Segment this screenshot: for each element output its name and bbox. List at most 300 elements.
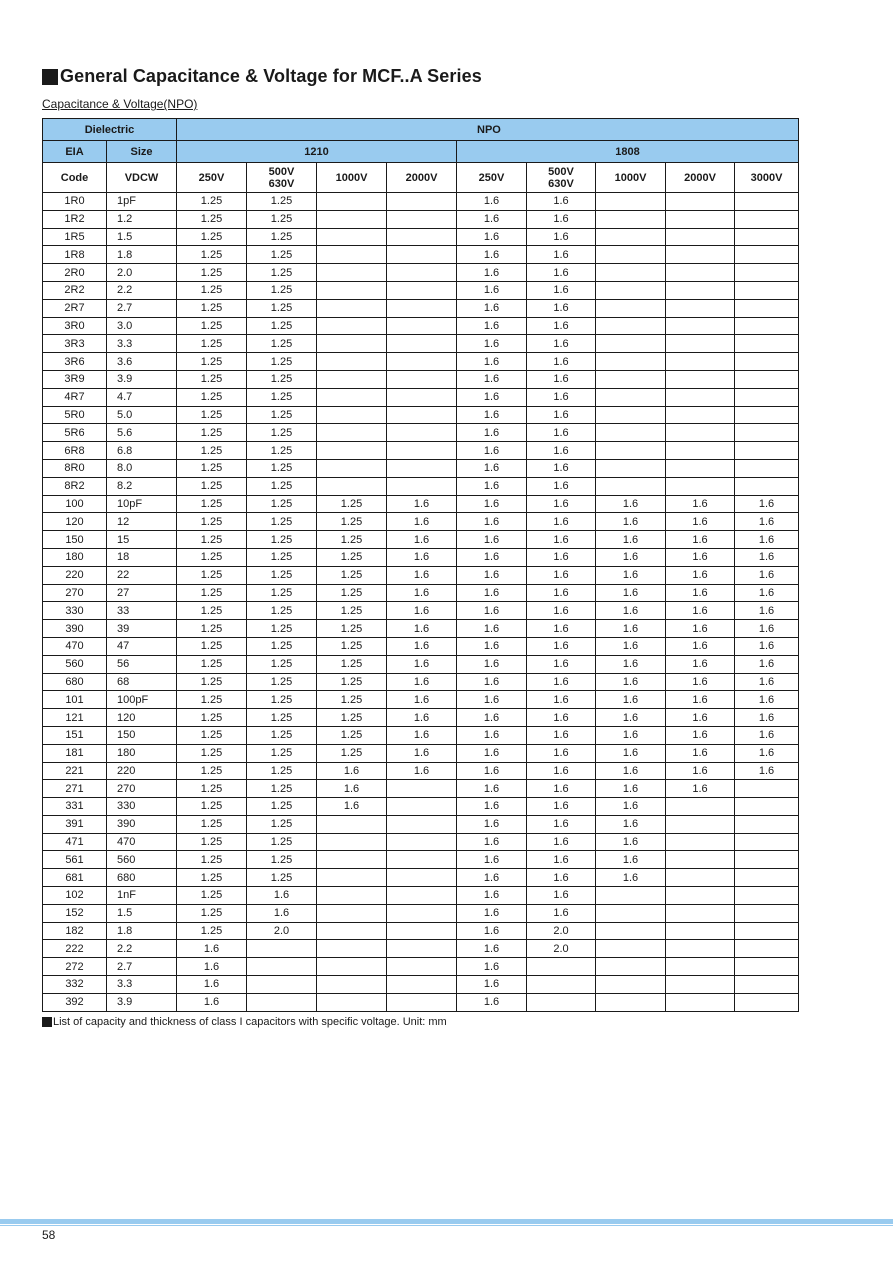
eia-code-cell: 5R0 <box>43 406 107 424</box>
thickness-cell: 1.25 <box>247 513 317 531</box>
thickness-cell <box>666 976 735 994</box>
eia-code-cell: 2R2 <box>43 281 107 299</box>
table-body <box>43 193 799 1012</box>
thickness-cell <box>387 922 457 940</box>
thickness-cell <box>735 976 799 994</box>
thickness-cell: 1.6 <box>735 744 799 762</box>
eia-code-cell: 182 <box>43 922 107 940</box>
thickness-cell <box>317 940 387 958</box>
thickness-cell: 1.25 <box>317 744 387 762</box>
thickness-cell: 1.6 <box>666 673 735 691</box>
thickness-cell: 1.25 <box>247 655 317 673</box>
thickness-cell: 1.6 <box>457 388 527 406</box>
thickness-cell <box>735 317 799 335</box>
eia-code-cell: 6R8 <box>43 442 107 460</box>
thickness-cell: 1.6 <box>457 424 527 442</box>
table-row <box>43 958 799 976</box>
thickness-cell <box>596 976 666 994</box>
thickness-cell: 1.25 <box>177 335 247 353</box>
capacitance-cell: 220 <box>107 762 177 780</box>
thickness-cell: 1.6 <box>666 744 735 762</box>
thickness-cell: 1.25 <box>177 264 247 282</box>
thickness-cell <box>387 264 457 282</box>
thickness-cell: 1.25 <box>317 548 387 566</box>
thickness-cell: 1.6 <box>457 442 527 460</box>
table-row <box>43 335 799 353</box>
table-row <box>43 264 799 282</box>
thickness-cell <box>317 815 387 833</box>
thickness-cell: 1.6 <box>596 851 666 869</box>
thickness-cell: 1.25 <box>247 815 317 833</box>
thickness-cell <box>596 958 666 976</box>
thickness-cell: 1.6 <box>735 637 799 655</box>
thickness-cell <box>735 833 799 851</box>
thickness-cell: 1.6 <box>457 406 527 424</box>
capacitance-cell: 560 <box>107 851 177 869</box>
thickness-cell: 1.25 <box>317 566 387 584</box>
thickness-cell: 1.25 <box>177 388 247 406</box>
thickness-cell <box>735 228 799 246</box>
thickness-cell <box>317 388 387 406</box>
thickness-cell: 1.6 <box>527 531 596 549</box>
thickness-cell: 1.6 <box>666 637 735 655</box>
thickness-cell: 1.6 <box>387 709 457 727</box>
thickness-cell <box>387 335 457 353</box>
thickness-cell: 1.25 <box>177 655 247 673</box>
capacitance-cell: 4.7 <box>107 388 177 406</box>
eia-code-cell: 150 <box>43 531 107 549</box>
thickness-cell: 1.6 <box>527 495 596 513</box>
thickness-cell: 1.6 <box>457 228 527 246</box>
thickness-cell: 1.6 <box>527 353 596 371</box>
thickness-cell <box>317 477 387 495</box>
thickness-cell: 1.6 <box>527 762 596 780</box>
thickness-cell: 1.6 <box>317 798 387 816</box>
table-row <box>43 709 799 727</box>
thickness-cell: 1.6 <box>527 602 596 620</box>
table-row <box>43 459 799 477</box>
thickness-cell: 1.25 <box>317 531 387 549</box>
thickness-cell: 1.25 <box>247 353 317 371</box>
thickness-cell: 1.6 <box>666 548 735 566</box>
thickness-cell: 1.6 <box>596 691 666 709</box>
thickness-cell: 1.25 <box>247 495 317 513</box>
thickness-cell: 1.6 <box>177 940 247 958</box>
eia-code-cell: 3R6 <box>43 353 107 371</box>
thickness-cell <box>387 477 457 495</box>
thickness-cell: 1.6 <box>527 833 596 851</box>
thickness-cell: 1.6 <box>596 584 666 602</box>
thickness-cell <box>735 940 799 958</box>
thickness-cell: 1.25 <box>247 869 317 887</box>
thickness-cell: 1.6 <box>387 637 457 655</box>
thickness-cell: 1.6 <box>457 335 527 353</box>
table-row <box>43 477 799 495</box>
thickness-cell <box>666 940 735 958</box>
capacitance-cell: 1nF <box>107 887 177 905</box>
thickness-cell <box>387 976 457 994</box>
thickness-cell: 1.6 <box>457 744 527 762</box>
table-row <box>43 691 799 709</box>
thickness-cell: 1.25 <box>177 798 247 816</box>
thickness-cell: 1.25 <box>247 210 317 228</box>
table-row <box>43 620 799 638</box>
thickness-cell <box>527 976 596 994</box>
thickness-cell: 1.25 <box>317 584 387 602</box>
eia-code-cell: 470 <box>43 637 107 655</box>
thickness-cell: 1.6 <box>527 406 596 424</box>
thickness-cell: 1.25 <box>177 566 247 584</box>
thickness-cell: 1.25 <box>247 317 317 335</box>
thickness-cell: 1.25 <box>317 637 387 655</box>
thickness-cell: 1.25 <box>247 370 317 388</box>
thickness-cell: 1.6 <box>527 869 596 887</box>
thickness-cell: 1.6 <box>596 869 666 887</box>
capacitance-cell: 120 <box>107 709 177 727</box>
voltage-header-1210-1000v: 1000V <box>317 163 387 193</box>
thickness-cell: 1.25 <box>317 602 387 620</box>
table-row <box>43 637 799 655</box>
thickness-cell: 1.6 <box>457 993 527 1011</box>
thickness-cell: 1.25 <box>247 477 317 495</box>
capacitance-cell: 3.0 <box>107 317 177 335</box>
capacitance-cell: 8.2 <box>107 477 177 495</box>
thickness-cell: 1.6 <box>527 584 596 602</box>
thickness-cell: 1.25 <box>247 602 317 620</box>
thickness-cell: 1.6 <box>457 602 527 620</box>
table-row <box>43 353 799 371</box>
thickness-cell: 1.6 <box>666 566 735 584</box>
table-row <box>43 940 799 958</box>
thickness-cell <box>596 281 666 299</box>
eia-code-cell: 8R0 <box>43 459 107 477</box>
thickness-cell: 1.6 <box>666 584 735 602</box>
thickness-cell: 1.6 <box>735 691 799 709</box>
thickness-cell: 1.25 <box>177 299 247 317</box>
thickness-cell: 1.6 <box>527 726 596 744</box>
thickness-cell <box>387 851 457 869</box>
voltage-header-1808-250v: 250V <box>457 163 527 193</box>
thickness-cell <box>666 193 735 211</box>
voltage-header-1808-1000v: 1000V <box>596 163 666 193</box>
thickness-cell: 1.6 <box>596 620 666 638</box>
thickness-cell: 1.6 <box>527 709 596 727</box>
table-row <box>43 869 799 887</box>
thickness-cell: 1.6 <box>387 762 457 780</box>
thickness-cell: 1.25 <box>247 780 317 798</box>
thickness-cell <box>387 887 457 905</box>
thickness-cell <box>317 193 387 211</box>
thickness-cell: 1.25 <box>247 762 317 780</box>
thickness-cell: 1.25 <box>177 833 247 851</box>
thickness-cell <box>387 780 457 798</box>
table-row <box>43 726 799 744</box>
thickness-cell: 1.25 <box>247 264 317 282</box>
capacitance-cell: 100pF <box>107 691 177 709</box>
thickness-cell <box>735 798 799 816</box>
thickness-cell: 1.6 <box>387 495 457 513</box>
thickness-cell: 1.25 <box>247 299 317 317</box>
thickness-cell <box>317 869 387 887</box>
thickness-cell: 1.6 <box>735 726 799 744</box>
thickness-cell: 1.6 <box>457 691 527 709</box>
thickness-cell: 1.25 <box>177 709 247 727</box>
footer-divider <box>0 1225 893 1226</box>
thickness-cell: 1.6 <box>457 780 527 798</box>
thickness-cell: 1.6 <box>457 566 527 584</box>
thickness-cell: 1.25 <box>247 566 317 584</box>
thickness-cell <box>735 299 799 317</box>
thickness-cell: 1.25 <box>177 602 247 620</box>
thickness-cell <box>387 993 457 1011</box>
capacitance-cell: 18 <box>107 548 177 566</box>
capacitance-cell: 2.0 <box>107 264 177 282</box>
thickness-cell <box>666 922 735 940</box>
size-1210: 1210 <box>177 141 457 163</box>
thickness-cell: 1.25 <box>247 335 317 353</box>
thickness-cell <box>387 281 457 299</box>
eia-code-cell: 100 <box>43 495 107 513</box>
thickness-cell: 1.6 <box>457 637 527 655</box>
eia-code-cell: 271 <box>43 780 107 798</box>
thickness-cell <box>596 353 666 371</box>
page-number: 58 <box>42 1228 56 1242</box>
thickness-cell <box>666 815 735 833</box>
eia-code-cell: 560 <box>43 655 107 673</box>
thickness-cell <box>735 442 799 460</box>
square-bullet-icon <box>42 1017 52 1027</box>
thickness-cell: 1.25 <box>177 246 247 264</box>
table-row <box>43 922 799 940</box>
thickness-cell: 1.6 <box>527 210 596 228</box>
thickness-cell: 1.6 <box>527 246 596 264</box>
thickness-cell: 1.6 <box>457 299 527 317</box>
thickness-cell: 1.6 <box>527 459 596 477</box>
thickness-cell: 1.25 <box>247 424 317 442</box>
thickness-cell <box>387 833 457 851</box>
thickness-cell <box>317 228 387 246</box>
thickness-cell <box>735 335 799 353</box>
thickness-cell: 1.6 <box>457 887 527 905</box>
thickness-cell: 1.6 <box>457 922 527 940</box>
thickness-cell <box>735 904 799 922</box>
thickness-cell: 1.25 <box>177 228 247 246</box>
thickness-cell: 1.6 <box>387 691 457 709</box>
thickness-cell: 1.6 <box>596 673 666 691</box>
thickness-cell: 1.25 <box>317 495 387 513</box>
eia-code-cell: 5R6 <box>43 424 107 442</box>
table-row <box>43 299 799 317</box>
thickness-cell: 1.25 <box>247 388 317 406</box>
capacitance-cell: 3.3 <box>107 976 177 994</box>
thickness-cell <box>666 442 735 460</box>
thickness-cell <box>387 299 457 317</box>
thickness-cell: 1.6 <box>527 637 596 655</box>
thickness-cell <box>317 210 387 228</box>
table-row <box>43 495 799 513</box>
eia-code-cell: 330 <box>43 602 107 620</box>
thickness-cell: 1.25 <box>247 246 317 264</box>
thickness-cell <box>666 370 735 388</box>
thickness-cell: 1.6 <box>387 513 457 531</box>
voltage-header-1808-2000v: 2000V <box>666 163 735 193</box>
thickness-cell: 1.25 <box>177 673 247 691</box>
thickness-cell: 1.25 <box>177 281 247 299</box>
page-title-text: General Capacitance & Voltage for MCF..A Series <box>60 66 482 86</box>
thickness-cell <box>666 335 735 353</box>
thickness-cell: 1.25 <box>177 887 247 905</box>
thickness-cell: 1.6 <box>457 495 527 513</box>
thickness-cell: 1.6 <box>596 495 666 513</box>
thickness-cell: 1.25 <box>247 744 317 762</box>
thickness-cell <box>387 459 457 477</box>
eia-code-cell: 181 <box>43 744 107 762</box>
capacitance-cell: 15 <box>107 531 177 549</box>
thickness-cell: 1.6 <box>735 655 799 673</box>
thickness-cell: 1.6 <box>666 531 735 549</box>
thickness-cell <box>666 228 735 246</box>
thickness-cell: 1.6 <box>596 548 666 566</box>
thickness-cell: 1.6 <box>666 691 735 709</box>
capacitance-cell: 2.7 <box>107 299 177 317</box>
thickness-cell: 1.6 <box>666 513 735 531</box>
capacitance-cell: 470 <box>107 833 177 851</box>
capacitance-cell: 3.3 <box>107 335 177 353</box>
capacitance-cell: 330 <box>107 798 177 816</box>
thickness-cell: 1.25 <box>177 406 247 424</box>
thickness-cell: 1.25 <box>247 406 317 424</box>
thickness-cell: 1.6 <box>527 744 596 762</box>
eia-code-cell: 391 <box>43 815 107 833</box>
thickness-cell <box>596 388 666 406</box>
thickness-cell: 1.6 <box>527 691 596 709</box>
thickness-cell: 1.6 <box>527 424 596 442</box>
thickness-cell <box>317 833 387 851</box>
thickness-cell <box>666 281 735 299</box>
thickness-cell: 1.6 <box>387 620 457 638</box>
thickness-cell <box>387 904 457 922</box>
thickness-cell: 1.6 <box>457 317 527 335</box>
table-row <box>43 993 799 1011</box>
thickness-cell <box>596 442 666 460</box>
thickness-cell: 1.6 <box>457 584 527 602</box>
eia-code-cell: 331 <box>43 798 107 816</box>
thickness-cell: 1.25 <box>177 370 247 388</box>
capacitance-cell: 3.9 <box>107 370 177 388</box>
voltage-header-1808-500v-630v: 500V 630V <box>527 163 596 193</box>
thickness-cell: 1.25 <box>177 726 247 744</box>
capacitance-cell: 8.0 <box>107 459 177 477</box>
thickness-cell: 1.25 <box>317 513 387 531</box>
thickness-cell: 1.25 <box>177 780 247 798</box>
table-row <box>43 744 799 762</box>
thickness-cell: 1.6 <box>457 246 527 264</box>
thickness-cell <box>596 477 666 495</box>
capacitance-cell: 2.2 <box>107 940 177 958</box>
thickness-cell: 1.6 <box>735 513 799 531</box>
thickness-cell: 1.6 <box>177 958 247 976</box>
section-subtitle: Capacitance & Voltage(NPO) <box>42 97 198 111</box>
thickness-cell: 1.25 <box>177 442 247 460</box>
eia-code-cell: 3R0 <box>43 317 107 335</box>
thickness-cell: 1.6 <box>666 726 735 744</box>
capacitance-cell: 5.6 <box>107 424 177 442</box>
thickness-cell: 1.25 <box>317 655 387 673</box>
table-row <box>43 388 799 406</box>
header-row-dielectric <box>43 119 799 141</box>
thickness-cell <box>596 228 666 246</box>
capacitance-cell: 150 <box>107 726 177 744</box>
thickness-cell <box>317 851 387 869</box>
thickness-cell: 1.6 <box>527 442 596 460</box>
table-footnote <box>42 1016 447 1028</box>
capacitance-cell: 1.5 <box>107 228 177 246</box>
thickness-cell: 1.25 <box>177 210 247 228</box>
thickness-cell <box>666 317 735 335</box>
thickness-cell: 1.6 <box>387 531 457 549</box>
eia-code-cell: 8R2 <box>43 477 107 495</box>
thickness-cell <box>735 922 799 940</box>
thickness-cell: 1.6 <box>596 602 666 620</box>
thickness-cell <box>735 281 799 299</box>
capacitance-cell: 1.5 <box>107 904 177 922</box>
thickness-cell: 1.6 <box>596 655 666 673</box>
thickness-cell: 1.6 <box>527 264 596 282</box>
thickness-cell <box>735 246 799 264</box>
header-row-size <box>43 141 799 163</box>
thickness-cell: 1.25 <box>247 851 317 869</box>
eia-code-cell: 220 <box>43 566 107 584</box>
thickness-cell: 1.6 <box>457 798 527 816</box>
thickness-cell: 1.25 <box>177 904 247 922</box>
thickness-cell: 1.6 <box>457 673 527 691</box>
thickness-cell: 1.6 <box>596 726 666 744</box>
thickness-cell: 1.25 <box>177 548 247 566</box>
thickness-cell <box>596 246 666 264</box>
table-row <box>43 584 799 602</box>
eia-code-cell: 3R9 <box>43 370 107 388</box>
table-row <box>43 762 799 780</box>
thickness-cell: 1.6 <box>457 851 527 869</box>
table-row <box>43 815 799 833</box>
thickness-cell: 1.6 <box>527 815 596 833</box>
table-row <box>43 976 799 994</box>
eia-label: EIA <box>43 141 107 163</box>
capacitance-cell: 22 <box>107 566 177 584</box>
table-row <box>43 317 799 335</box>
capacitance-cell: 1.2 <box>107 210 177 228</box>
capacitance-cell: 56 <box>107 655 177 673</box>
thickness-cell: 1.25 <box>177 513 247 531</box>
thickness-cell: 2.0 <box>527 940 596 958</box>
thickness-cell <box>317 958 387 976</box>
eia-code-cell: 4R7 <box>43 388 107 406</box>
thickness-cell <box>317 406 387 424</box>
thickness-cell: 1.6 <box>666 495 735 513</box>
size-1808: 1808 <box>457 141 799 163</box>
thickness-cell: 1.6 <box>735 495 799 513</box>
thickness-cell: 1.6 <box>735 709 799 727</box>
thickness-cell <box>596 335 666 353</box>
thickness-cell <box>666 210 735 228</box>
thickness-cell: 1.25 <box>317 726 387 744</box>
thickness-cell: 1.6 <box>735 566 799 584</box>
thickness-cell <box>666 851 735 869</box>
thickness-cell: 1.6 <box>387 548 457 566</box>
thickness-cell: 1.6 <box>735 620 799 638</box>
eia-code-cell: 680 <box>43 673 107 691</box>
thickness-cell <box>666 869 735 887</box>
